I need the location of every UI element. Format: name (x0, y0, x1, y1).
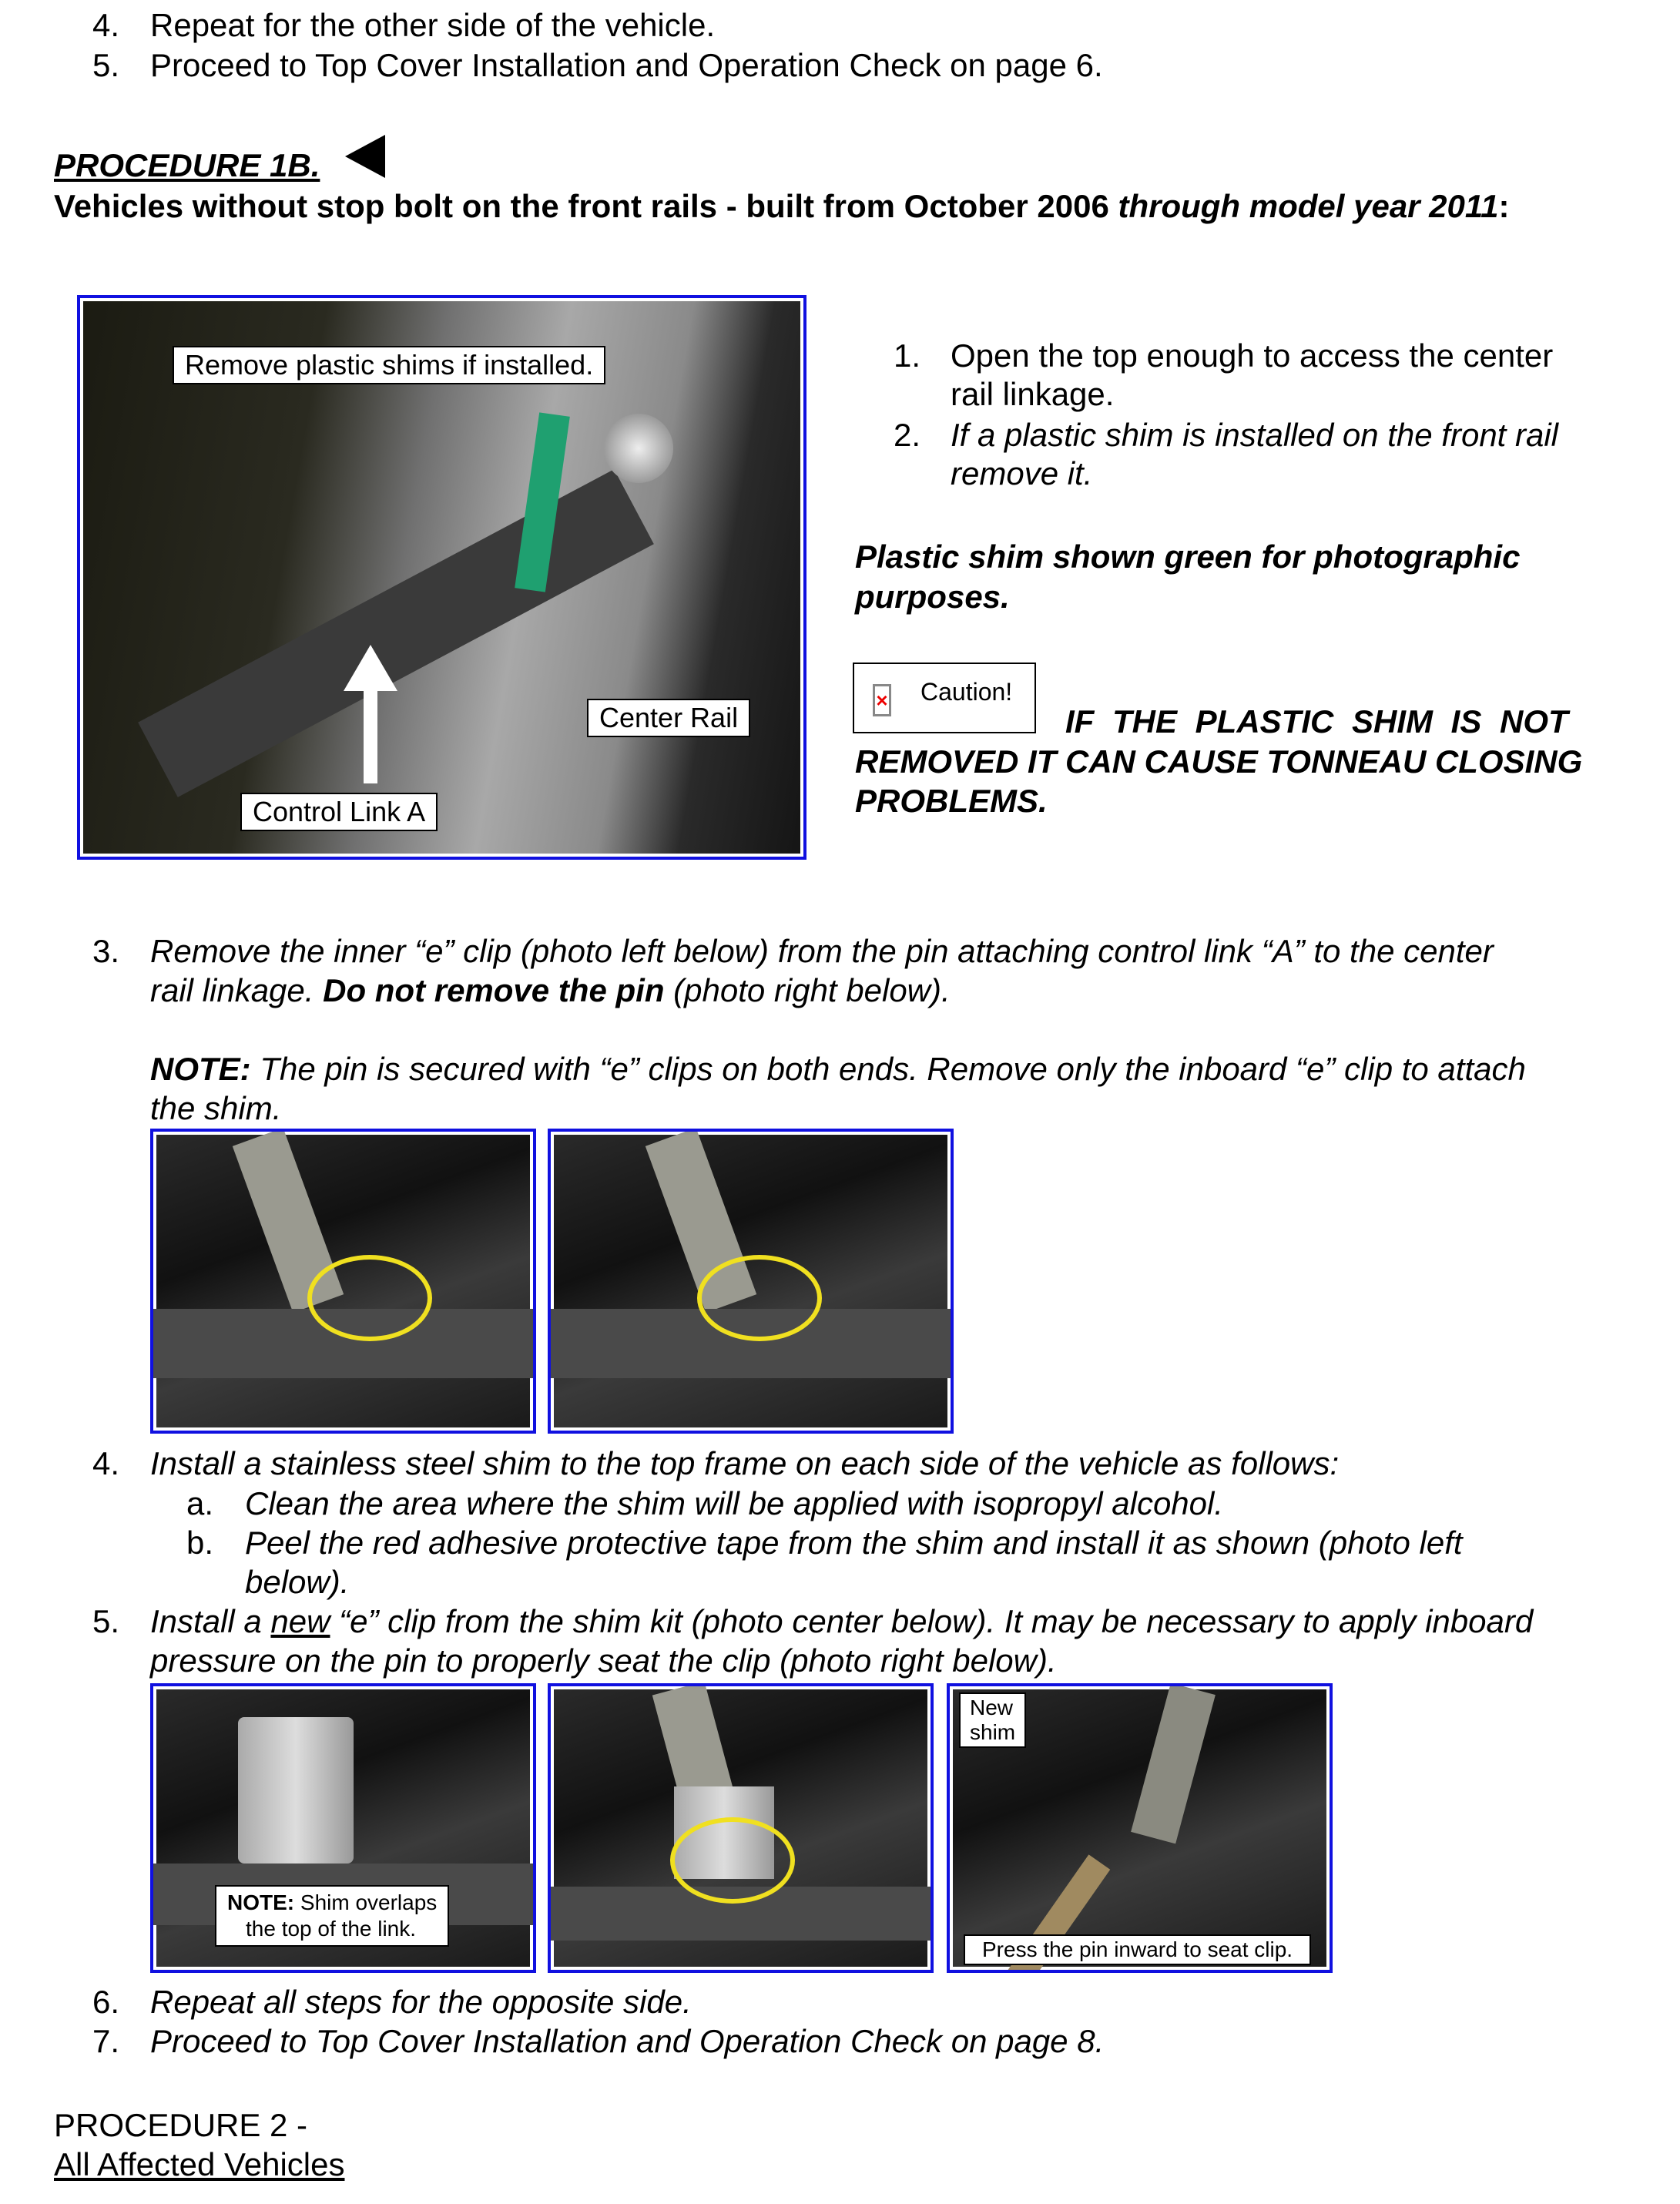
procedure-subtitle: All Affected Vehicles (54, 2146, 345, 2182)
emphasis: Do not remove the pin (323, 972, 665, 1008)
note-text: the top of the link. (246, 1917, 417, 1941)
photo-clip-removed (548, 1129, 954, 1434)
text: “e” clip from the shim kit (photo center below). It may be necessary to apply inboard (330, 1603, 1534, 1639)
note (150, 1050, 1526, 1089)
label-text: New (970, 1696, 1014, 1719)
procedure-heading: PROCEDURE 1B. (54, 147, 320, 183)
label-remove-shims: Remove plastic shims if installed. (173, 346, 605, 384)
list-item: rail linkage. (951, 376, 1115, 412)
new-shim-label (959, 1692, 1026, 1748)
list-number: 1. (894, 337, 921, 374)
steel-shim (238, 1717, 354, 1864)
highlight-circle (307, 1255, 432, 1341)
photo-clip-installed (150, 1129, 536, 1434)
emphasis: new (270, 1603, 330, 1639)
label-center-rail: Center Rail (587, 699, 750, 737)
step-text: Peel the red adhesive protective tape from the shim and install it as shown (photo left (245, 1525, 1463, 1561)
list-item: Proceed to Top Cover Installation and Operation Check on page 6. (150, 47, 1103, 83)
step-text: Clean the area where the shim will be applied with isopropyl alcohol. (245, 1485, 1224, 1521)
subtitle-italic: through model year 2011 (1118, 188, 1499, 224)
caution-label: Caution! (920, 678, 1013, 706)
subtitle-colon: : (1498, 188, 1510, 224)
note-text: The pin is secured with “e” clips on both ends. Remove only the inboard “e” clip to attach (250, 1051, 1526, 1087)
label-control-link: Control Link A (240, 793, 438, 831)
note-label-box (215, 1885, 449, 1947)
photo-new-clip (548, 1683, 934, 1973)
step-text: Remove the inner “e” clip (photo left below) from the pin attaching control link “A” to the center (150, 933, 1494, 969)
list-item: Repeat for the other side of the vehicle. (150, 7, 716, 43)
list-item: Repeat all steps for the opposite side. (150, 1984, 692, 2020)
press-pin-label: Press the pin inward to seat clip. (964, 1934, 1311, 1965)
note-text: Shim overlaps (294, 1890, 438, 1914)
list-item: Open the top enough to access the center (951, 337, 1554, 374)
main-photo (77, 295, 806, 860)
procedure-heading: PROCEDURE 2 - (54, 2107, 308, 2143)
list-number: 6. (92, 1984, 120, 2020)
procedure-subtitle (54, 187, 1510, 226)
list-number: 5. (92, 47, 120, 83)
list-item: Proceed to Top Cover Installation and Operation Check on page 8. (150, 2023, 1105, 2059)
list-number: 2. (894, 417, 921, 453)
step-text: below). (245, 1564, 350, 1600)
shim-note: purposes. (855, 579, 1010, 615)
caution-text: PROBLEMS. (855, 783, 1048, 819)
highlight-circle (670, 1817, 795, 1904)
broken-image-icon: × (873, 684, 891, 716)
caution-text: IF THE PLASTIC SHIM IS NOT (1065, 703, 1568, 740)
back-arrow-icon[interactable] (345, 135, 385, 178)
arrow-icon (364, 683, 377, 783)
step-text: pressure on the pin to properly seat the clip (photo right below). (150, 1642, 1057, 1679)
text: rail linkage. (150, 972, 324, 1008)
note-text: the shim. (150, 1090, 282, 1126)
step-text (150, 1602, 1533, 1641)
shim-note: Plastic shim shown green for photographic (855, 538, 1521, 575)
list-number: 5. (92, 1603, 120, 1639)
list-number: 4. (92, 7, 120, 43)
text: Install a (150, 1603, 271, 1639)
list-number: b. (186, 1525, 214, 1561)
list-item: remove it. (951, 455, 1093, 491)
highlight-circle (697, 1255, 822, 1341)
photo-shim-installed (150, 1683, 536, 1973)
step-text: Install a stainless steel shim to the top frame on each side of the vehicle as follows: (150, 1445, 1340, 1481)
note-label: NOTE: (150, 1051, 251, 1087)
label-text: shim (970, 1720, 1016, 1744)
list-item: If a plastic shim is installed on the front rail (951, 417, 1559, 453)
photo-press-pin (947, 1683, 1333, 1973)
bolt-icon (604, 414, 673, 483)
caution-text: REMOVED IT CAN CAUSE TONNEAU CLOSING (855, 743, 1583, 780)
list-number: a. (186, 1485, 214, 1521)
caution-image-placeholder (853, 663, 1036, 733)
subtitle-text: Vehicles without stop bolt on the front rails - built from October 2006 (54, 188, 1118, 224)
arrow-icon (344, 645, 397, 691)
list-number: 3. (92, 933, 120, 969)
step-text (150, 971, 951, 1010)
list-number: 7. (92, 2023, 120, 2059)
note-label: NOTE: (227, 1890, 295, 1914)
text: (photo right below). (664, 972, 951, 1008)
list-number: 4. (92, 1445, 120, 1481)
